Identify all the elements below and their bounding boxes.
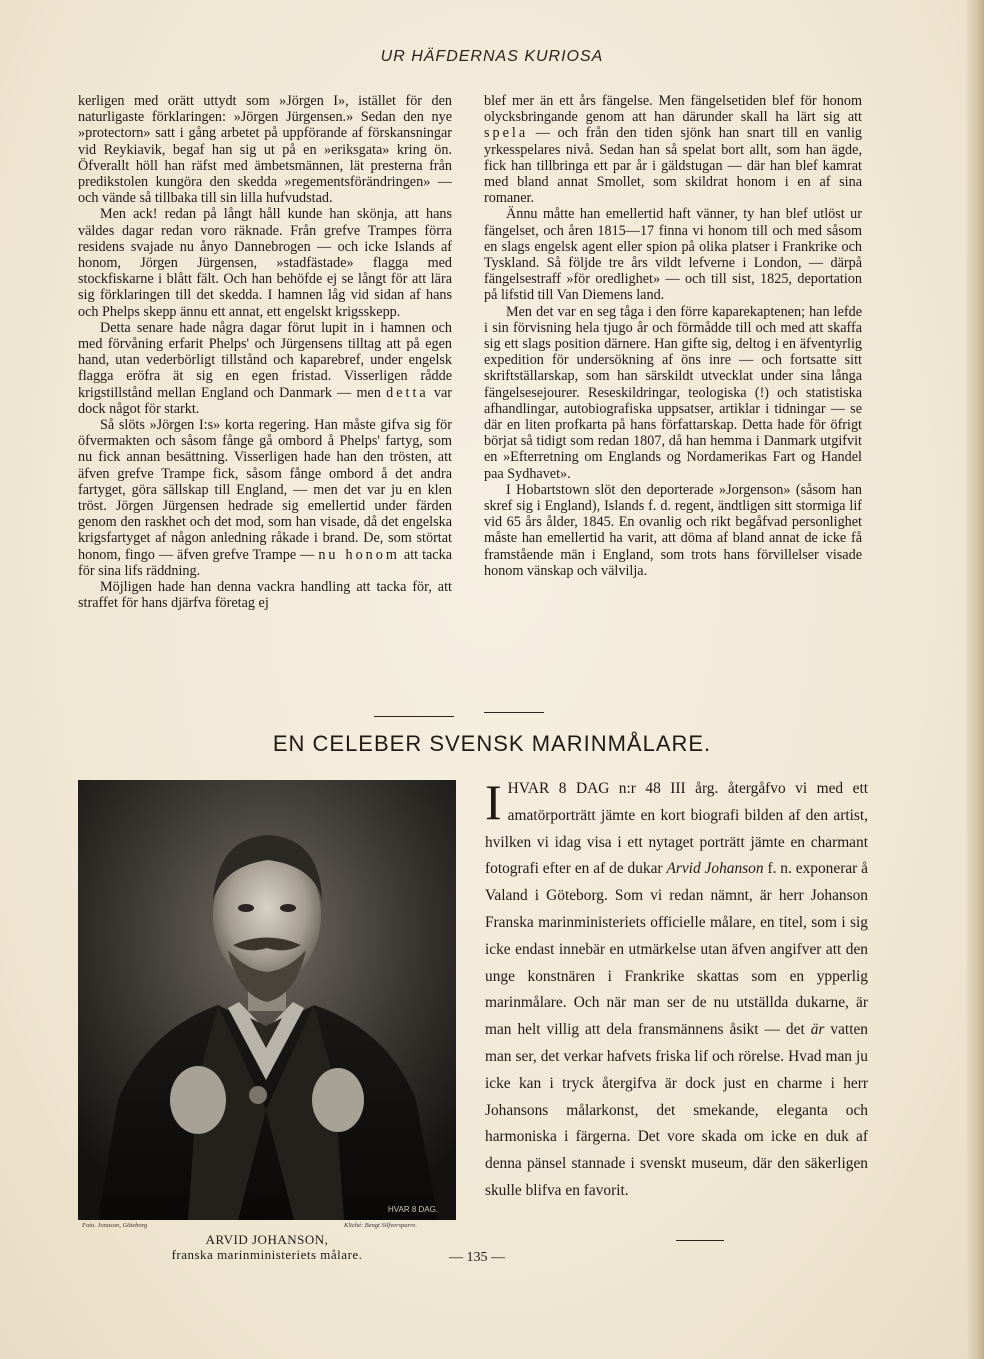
left-paragraph-4: Så slöts »Jörgen I:s» korta regering. Han måste gifva sig för öfvermakten och såsom fånge gå ombord å Phelps' fartyg, som nu fick annan besättning. Visserligen hade han den trösten, att äfven grefve Trampe fick, såsom fånge ombord å det andra fartyget, göra sällskap till England, — men det var ju en klen tröst. Jörgen Jürgensen hedrade sig emellertid under färden genom den raskhet och det mod, som han visade, då det engelska krigsfartyget af någon anledning råkade i brand. De, som störtat honom, fingo — äfven grefve Trampe — nu honom att tacka för sina lifs räddning. (78, 417, 452, 579)
photo-credit-engraver: Kliché: Bengt Silfversparre. (344, 1222, 417, 1229)
left-paragraph-5: Möjligen hade han denna vackra handling att tacka för, att straffet för hans djärfva företag ej (78, 579, 452, 612)
caption-name: ARVID JOHANSON, (205, 1232, 329, 1247)
left-paragraph-1: kerligen med orätt uttydt som »Jörgen I», istället för den naturligaste förklaringen: »Jörgen Jürgensen.» Sedan den nye »protectorn» satt i gång arbetet på uppförande af förskansningar vid Reykiavik, begaf han sig ut på en »eriksgata» kring ön. Öfverallt höll han räfst med ämbetsmännen, lät presterna från predikstolen kungöra den skedda »regementsförändringen» — och vände så tillbaka till sin lilla hufvudstad. (78, 93, 452, 207)
article-end-rule (676, 1240, 724, 1241)
right-column (484, 93, 862, 579)
emphasis: är (810, 1021, 825, 1039)
left-paragraph-2: Men ack! redan på långt håll kunde han skönja, att hans väldes dagar redan voro räknade. Från grefve Trampes förra residens svajade nu ånyo Dannebrogen — och icke Islands af honom, Jörgen Jürgensen, »stadfästade» flagga med stockfiskarne i blått fält. Och han behöfde ej se långt för att lära sig förklaringen till det skedda. I hamnen låg vid sidan af hans och Phelps skepp ännu ett annat, ett engelskt krigsskepp. (78, 206, 452, 320)
running-head: UR HÄFDERNAS KURIOSA (380, 48, 604, 65)
photo-watermark: HVAR 8 DAG. (388, 1205, 439, 1214)
article-title: EN CELEBER SVENSK MARINMÅLARE. (272, 731, 712, 756)
left-column (78, 93, 452, 612)
right-paragraph-2: Ännu måtte han emellertid haft vänner, ty han blef utlöst ur fängelset, och åren 1815—17 finna vi honom till och med såsom en slags engelsk agent eller spion på olika platser i Frankrike och Tyskland. Så följde tre års vildt lefverne i London, — därpå fängelsestraff »för oredlighet» — och till sist, 1825, deportation på lifstid till Van Diemens land. (484, 206, 862, 304)
spaced-emphasis: detta (386, 384, 429, 401)
right-paragraph-3: Men det var en seg tåga i den förre kaparekaptenen; han lefde i sin förvisning hela tjugo år och förmådde till och med att skaffa sig ett slags position därnere. Han gifte sig, deltog i en äfventyrlig expedition för undersökning af öns inre — och fortsatte sitt skriftställarskap, som han särskildt utvecklat under sina långa fängelsesejourer. Reseskildringar, teologiska (!) och statistiska afhandlingar, autobiografiska uppsatser, artiklar i tidningar — se där en liten profkarta på hans författarskap. Detta hade för öfrigt börjat så tidigt som redan 1807, då han hemma i Danmark utgifvit en »Efterretning om Englands og Nordamerikas Fart og Handel paa Sydhavet». (484, 303, 862, 482)
binding-edge (966, 0, 984, 1359)
right-paragraph-4: I Hobartstown slöt den deporterade »Jorgenson» (såsom han skref sig i England), Islands f. d. regent, ändtligen sitt stormiga lif vid 65 års ålder, 1845. En ovanlig och rikt begåfvad personlighet måste han emellertid ha varit, att döma af bland annat de icke få framstående män i England, som trots hans förvillelser visade honom vänskap och välvilja. (484, 481, 862, 579)
spaced-emphasis: nu honom (318, 546, 400, 563)
page-number: — 135 — (449, 1250, 505, 1265)
article-body (485, 776, 868, 1205)
portrait-photo (78, 780, 456, 1220)
article-paragraph: IHVAR 8 DAG n:r 48 III årg. återgåfvo vi med ett amatörporträtt jämte en kort biografi bilden af den artist, hvilken vi idag visa i ett nytaget porträtt jämte en charmant fotografi efter en af de dukar Arvid Johanson f. n. exponerar å Valand i Göteborg. Som vi redan nämnt, är herr Johanson Franska marinministeriets officielle målare, en titel, som i sig icke endast innebär en utmärkelse utan äfven angifver att den unge konstnären i Frankrike skattas som en ypperlig marinmålare. Och när man ser de nu utställda dukarne, är man helt villig att dela fransmännens åsikt — det är vatten man ser, det verkar hafvets friska lif och rörelse. Hvad man ju icke kan i tryck återgifva är dock just en charme i herr Johansons målarkonst, det smekande, eleganta och harmoniska i färgerna. Det vore skada om icke en duk af denna pänsel stannade i svenskt museum, där den säkerligen skulle blifva en favorit. (485, 774, 868, 1199)
spaced-emphasis: spela (484, 125, 529, 142)
left-paragraph-3: Detta senare hade några dagar förut lupit in i hamnen och med förvåning erfarit Phelps' och Jürgensens tilltag att på egen hand, utan vederbörligt tillstånd och kaparebref, under engelsk flagga eröfra ät sig en egen fristad. Visserligen rådde krigstillstånd mellan England och Danmark — men detta var dock något för starkt. (78, 319, 452, 417)
section-rule-left (374, 716, 454, 717)
right-paragraph-1: blef mer än ett års fängelse. Men fängelsetiden blef för honom olycksbringande genom att han därunder skall ha lärt sig att spela — och från den tiden sjönk han snart till en vanlig yrkesspelares nivå. Sedan han så spelat bort allt, som han ägde, fick han tillbringa ett par år i gäldstugan — där han blef kamrat med bland annat Smollet, som skildrat honom i en af sina romaner. (484, 93, 862, 207)
section-rule-right (484, 712, 544, 713)
photo-credit-photographer: Foto. Jonason, Göteborg (82, 1222, 148, 1229)
drop-cap: I (485, 774, 502, 830)
artist-name: Arvid Johanson (666, 860, 764, 878)
portrait-figure (78, 780, 456, 1220)
caption-title: franska marinministeriets målare. (171, 1247, 363, 1262)
